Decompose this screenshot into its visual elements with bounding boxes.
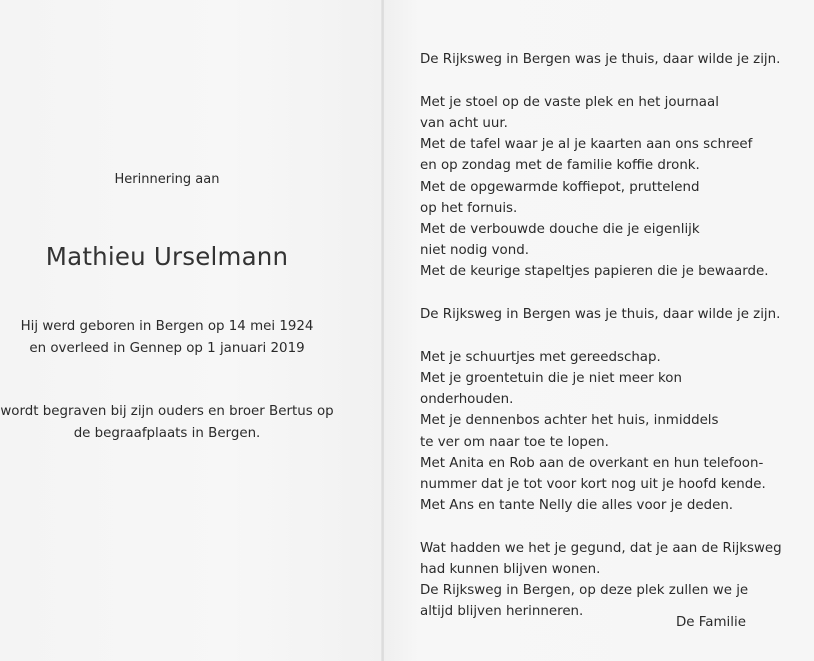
poem-line: Met de keurige stapeltjes papieren die je bewaarde.: [420, 264, 769, 280]
poem-line: nummer dat je tot voor kort nog uit je hoofd kende.: [420, 476, 766, 492]
poem-stanza-4: [420, 347, 804, 517]
poem-line: altijd blijven herinneren.: [420, 604, 584, 620]
birth-line: Hij werd geboren in Bergen op 14 mei 1924: [20, 319, 314, 334]
poem-line: Met Ans en tante Nelly die alles voor je deden.: [420, 498, 734, 514]
intro-text: Herinnering aan: [114, 172, 220, 187]
poem-line: De Rijksweg in Bergen was je thuis, daar wilde je zijn.: [420, 307, 781, 323]
poem-line: te ver om naar toe te lopen.: [420, 434, 609, 450]
poem-line: De Rijksweg in Bergen was je thuis, daar wilde je zijn.: [420, 52, 781, 67]
poem-line: De Rijksweg in Bergen, op deze plek zullen we je: [420, 583, 749, 599]
poem-line: Met de tafel waar je al je kaarten aan ons schreef: [420, 137, 753, 153]
poem-line: niet nodig vond.: [420, 243, 529, 259]
poem-line: Met je dennenbos achter het huis, inmiddels: [420, 413, 719, 429]
poem-stanza-2: [420, 92, 804, 283]
poem-line: Met Anita en Rob aan de overkant en hun telefoon-: [420, 455, 764, 471]
poem-line: Met de verbouwde douche die je eigenlijk: [420, 221, 700, 237]
poem-line: Met de opgewarmde koffiepot, pruttelend: [420, 179, 700, 195]
poem: [420, 49, 804, 644]
poem-line: Met je stoel op de vaste plek en het journaal: [420, 94, 719, 110]
burial-line-2: de begraafplaats in Bergen.: [73, 426, 261, 441]
poem-line: op het fornuis.: [420, 200, 518, 216]
poem-line: Met je groentetuin die je niet meer kon: [420, 370, 682, 386]
burial-line-1: wordt begraven bij zijn ouders en broer Bertus op: [0, 404, 334, 419]
death-line: en overleed in Gennep op 1 januari 2019: [29, 341, 305, 356]
burial-text: [0, 401, 334, 445]
birth-death-text: [0, 316, 334, 360]
poem-line: onderhouden.: [420, 392, 514, 408]
poem-line: had kunnen blijven wonen.: [420, 562, 601, 578]
poem-stanza-3: [420, 304, 804, 325]
deceased-name: Mathieu Urselmann: [45, 242, 289, 271]
poem-line: Met je schuurtjes met gereedschap.: [420, 349, 661, 365]
poem-line: van acht uur.: [420, 115, 508, 131]
signature: De Familie: [676, 615, 746, 630]
poem-stanza-1: [420, 49, 804, 70]
poem-line: Wat hadden we het je gegund, dat je aan de Rijksweg: [420, 540, 782, 556]
poem-stanza-5: [420, 538, 804, 623]
poem-line: en op zondag met de familie koffie dronk.: [420, 158, 700, 174]
